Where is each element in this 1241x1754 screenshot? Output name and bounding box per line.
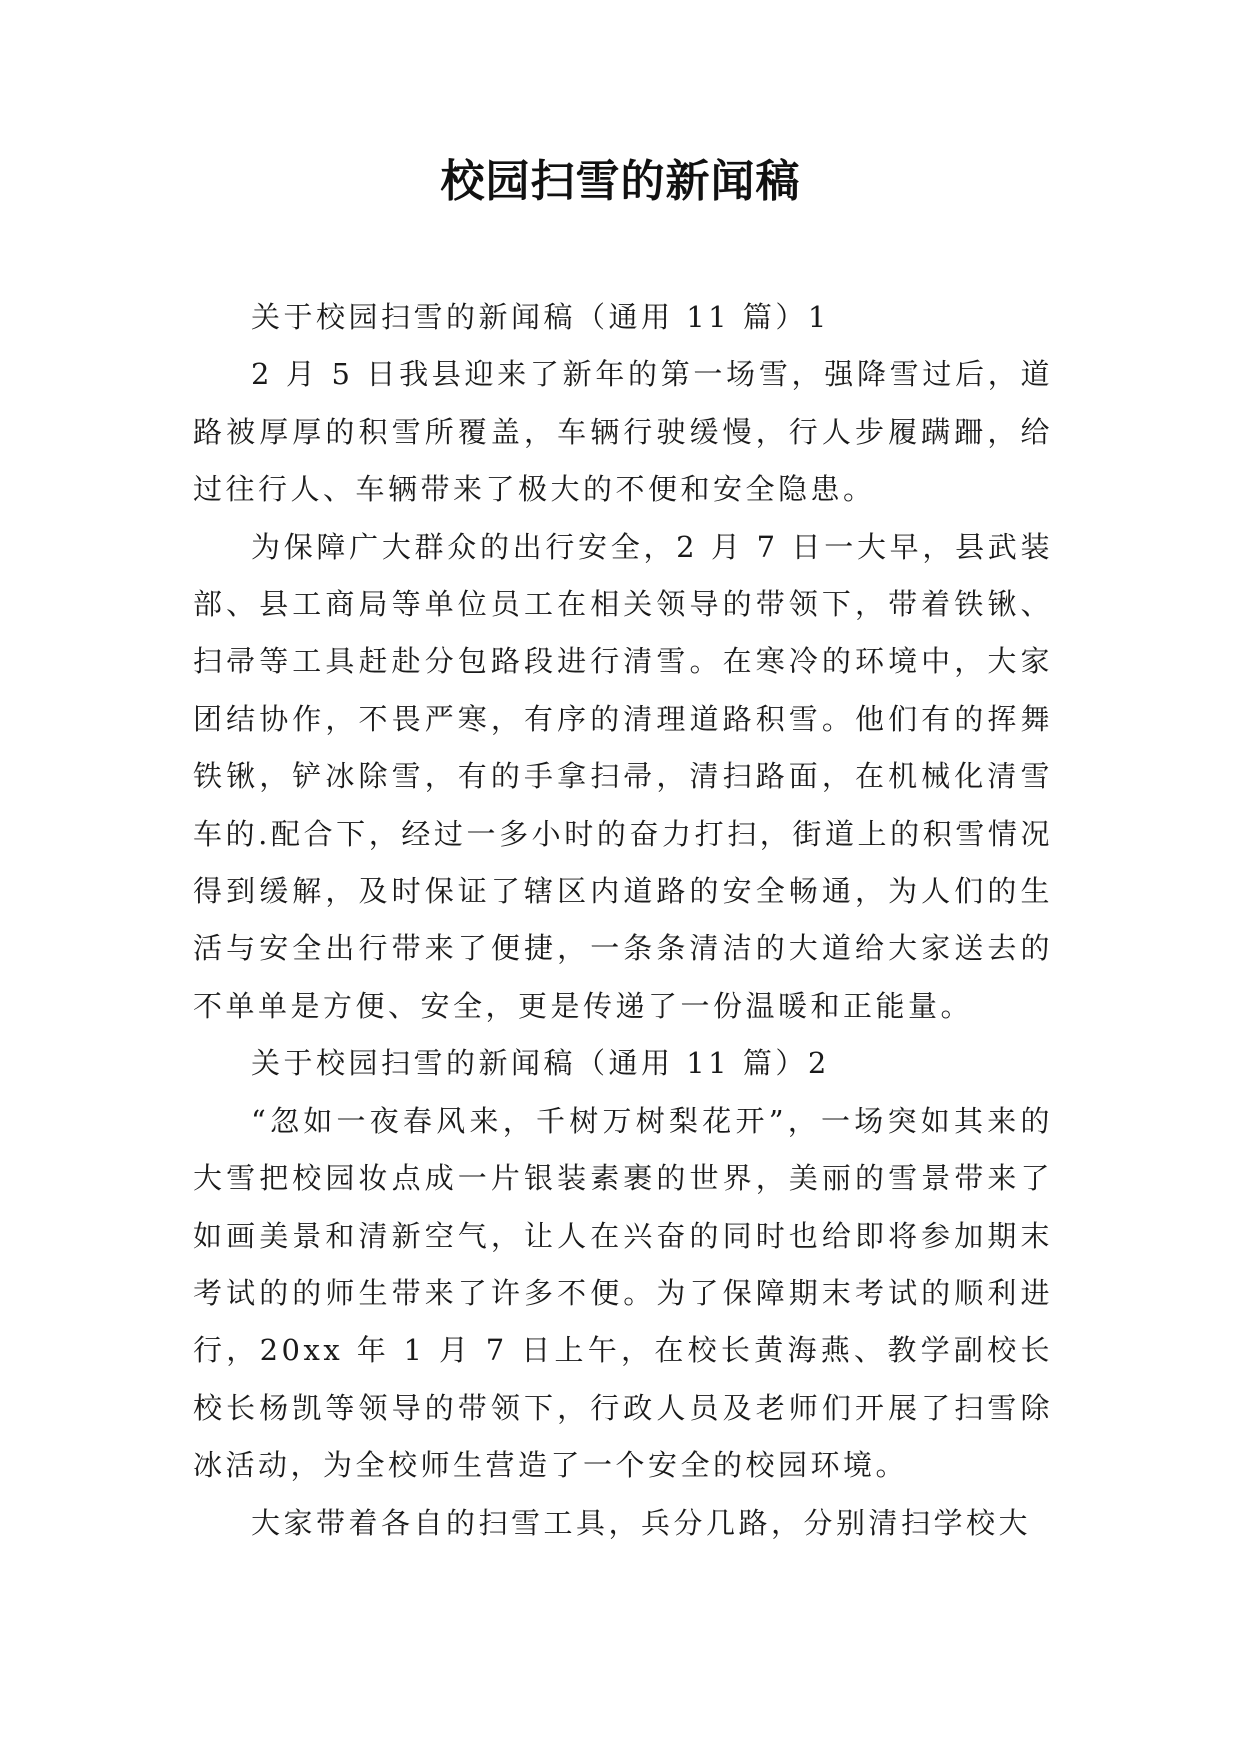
body-paragraph: 2 月 5 日我县迎来了新年的第一场雪，强降雪过后，道路被厚厚的积雪所覆盖，车辆行驶缓慢，行人步履蹒跚，给过往行人、车辆带来了极大的不便和安全隐患。 bbox=[193, 357, 1053, 507]
document-title: 校园扫雪的新闻稿 bbox=[440, 156, 801, 207]
section-heading-2: 关于校园扫雪的新闻稿（通用 11 篇）2 bbox=[251, 1046, 830, 1081]
body-paragraph: 大家带着各自的扫雪工具，兵分几路，分别清扫学校大 bbox=[251, 1505, 1032, 1540]
section-heading-1: 关于校园扫雪的新闻稿（通用 11 篇）1 bbox=[251, 300, 830, 334]
document-body bbox=[193, 289, 1053, 1552]
body-paragraph: 为保障广大群众的出行安全，2 月 7 日一大早，县武装部、县工商局等单位员工在相关领导的带领下，带着铁锹、扫帚等工具赶赴分包路段进行清雪。在寒冷的环境中，大家团结协作，不畏严寒，有序的清理道路积雪。他们有的挥舞铁锹，铲冰除雪，有的手拿扫帚，清扫路面，在机械化清雪车的.配合下，经过一多小时的奋力打扫，街道上的积雪情况得到缓解，及时保证了辖区内道路的安全畅通，为人们的生活与安全出行带来了便捷，一条条清洁的大道给大家送去的不单单是方便、安全，更是传递了一份温暖和正能量。 bbox=[193, 529, 1053, 1023]
body-paragraph: “忽如一夜春风来，千树万树梨花开”，一场突如其来的大雪把校园妆点成一片银装素裹的世界，美丽的雪景带来了如画美景和清新空气，让人在兴奋的同时也给即将参加期末考试的的师生带来了许多不便。为了保障期末考试的顺利进行，20xx 年 1 月 7 日上午，在校长黄海燕、教学副校长校长杨凯等领导的带领下，行政人员及老师们开展了扫雪除冰活动，为全校师生营造了一个安全的校园环境。 bbox=[193, 1103, 1053, 1483]
